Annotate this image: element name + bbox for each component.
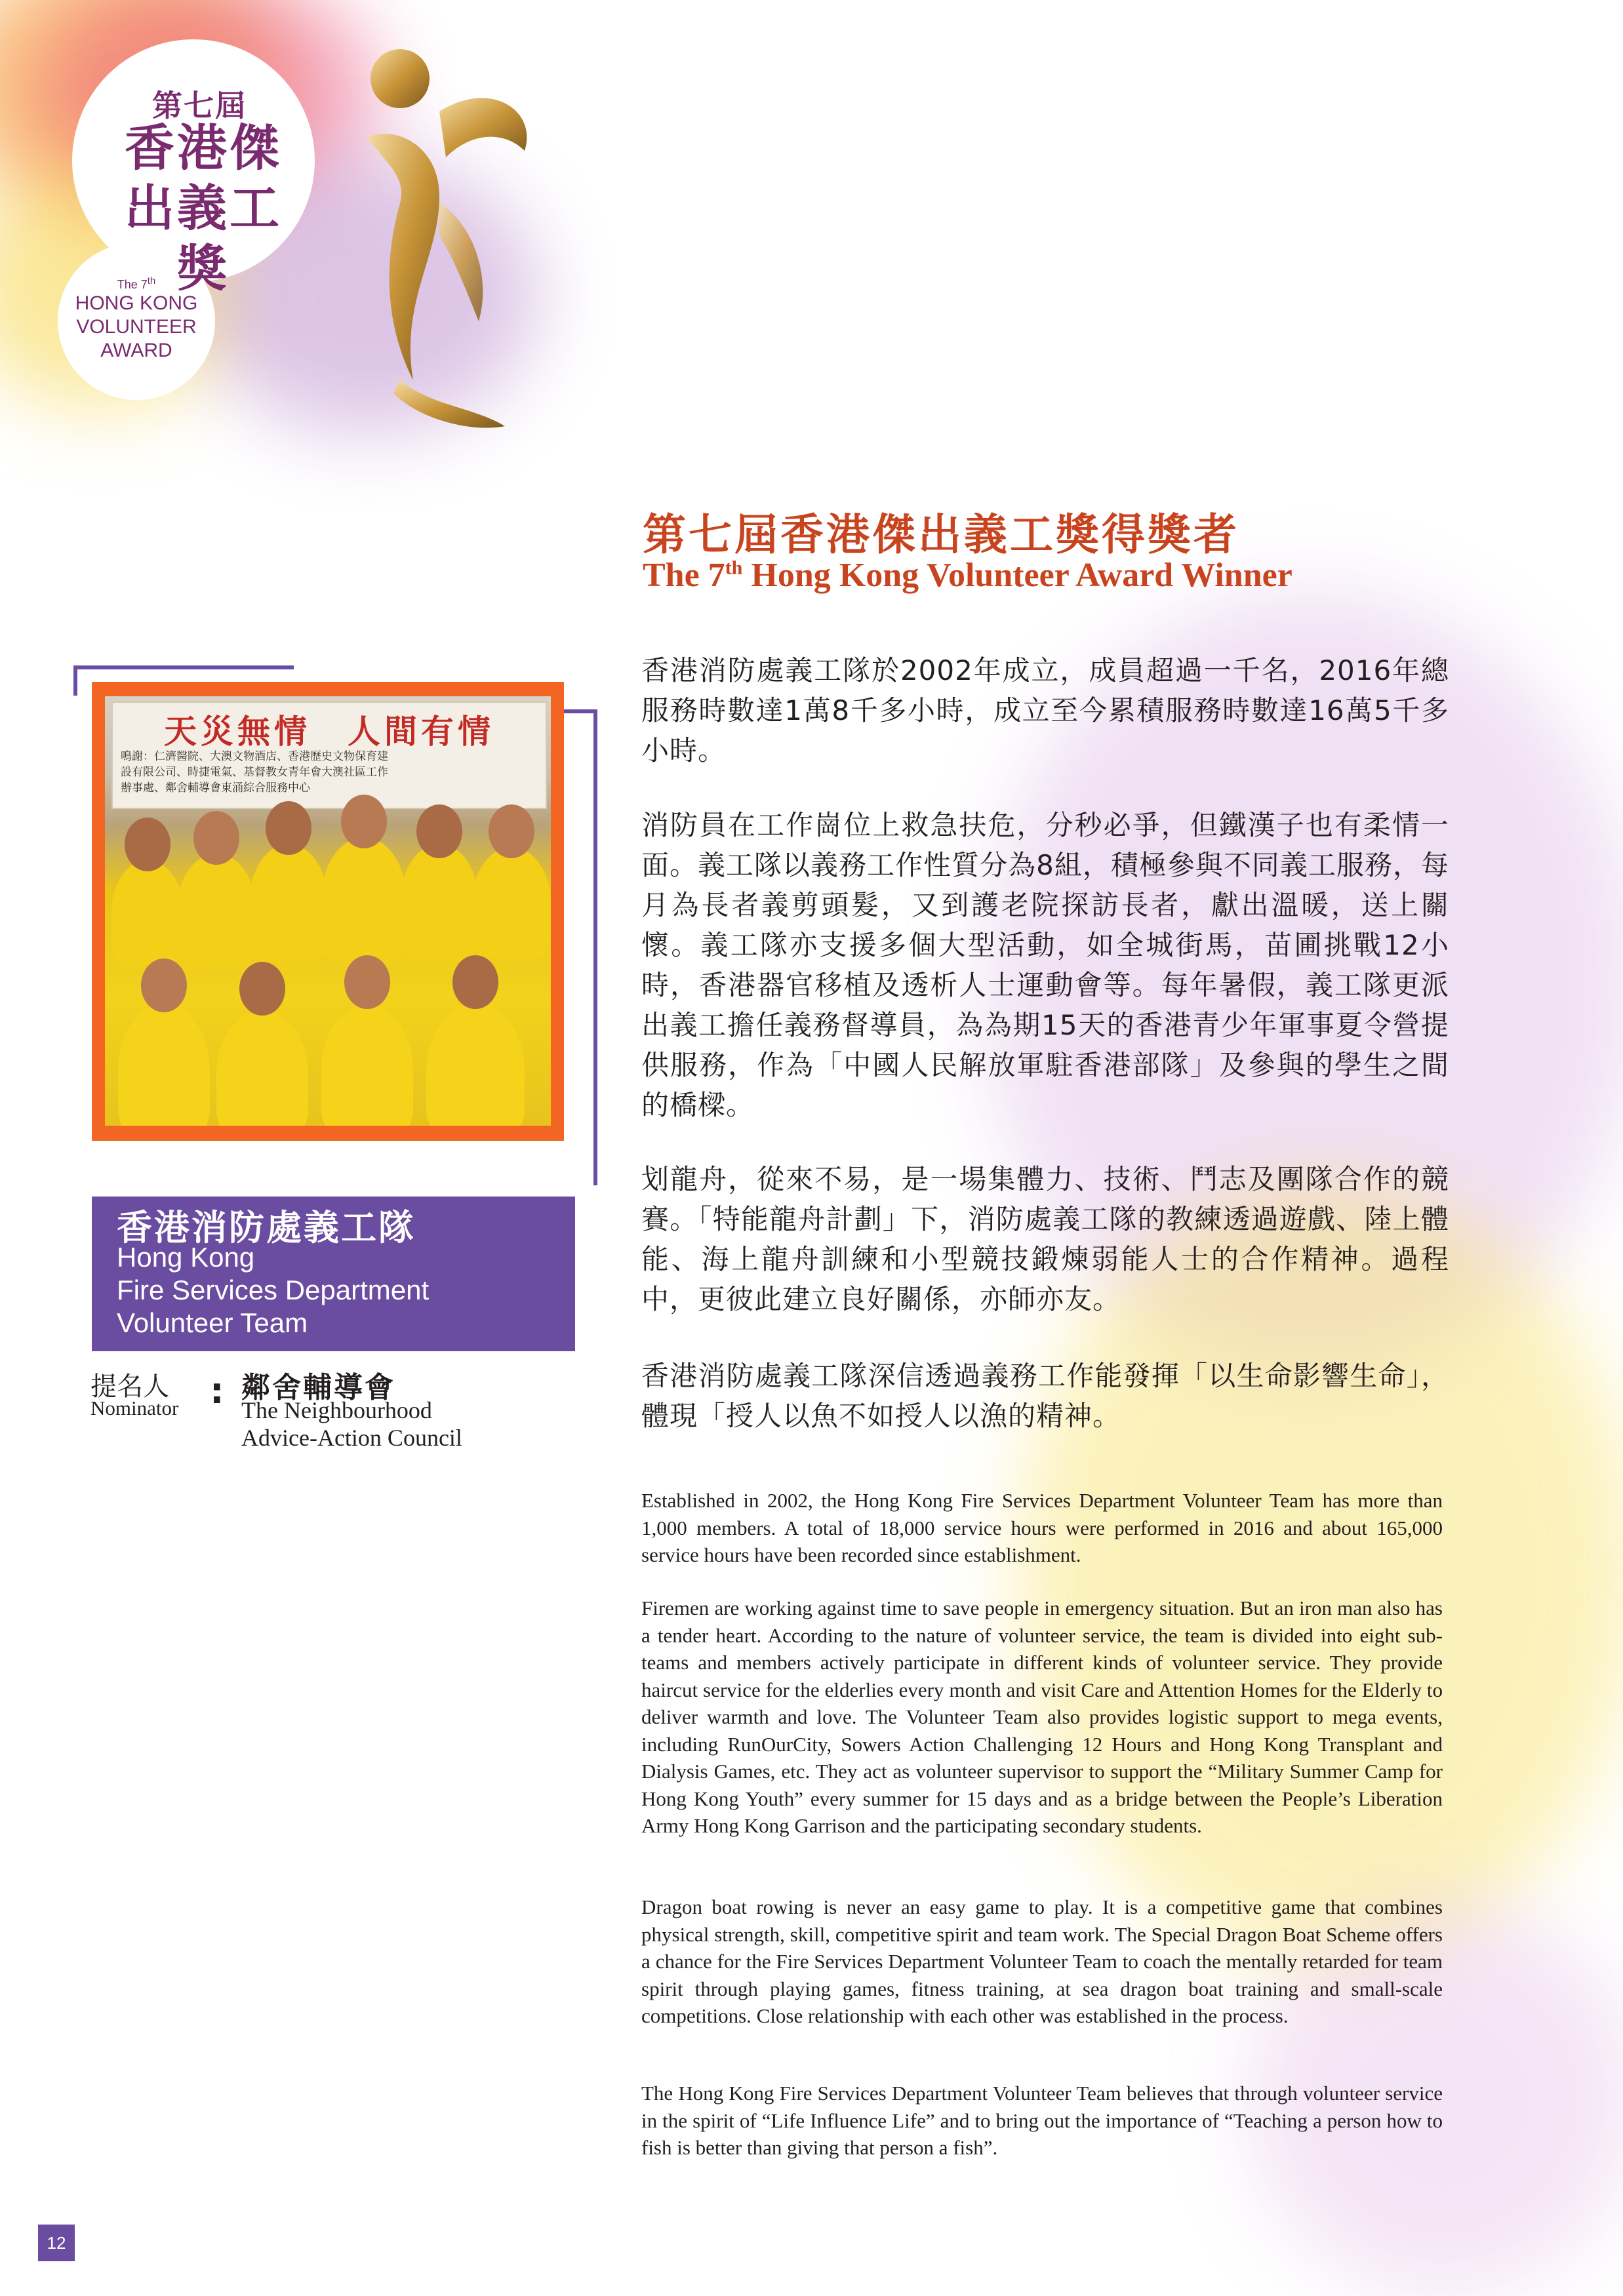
team-member-head [125, 818, 170, 871]
nominator-colon: : [210, 1370, 224, 1412]
body-cn-paragraph-2: 消防員在工作崗位上救急扶危，分秒必爭，但鐵漢子也有柔情一面。義工隊以義務工作性質分為8組，積極參與不同義工服務，每月為長者義剪頭髮，又到護老院探訪長者，獻出溫暖，送上關懷。義工隊亦支援多個大型活動，如全城街馬，苗圃挑戰12小時，香港器官移植及透析人士運動會等。每年暑假，義工隊更派出義工擔任義務督導員，為為期15天的香港青少年軍事夏令營提供服務，作為「中國人民解放軍駐香港部隊」及參與的學生之間的橋樑。 [641, 809, 1449, 1121]
team-member-head [416, 804, 462, 858]
body-cn-paragraph-3: 划龍舟，從來不易，是一場集體力、技術、鬥志及團隊合作的競賽。「特能龍舟計劃」下，消防處義工隊的教練透過遊戲、陸上體能、海上龍舟訓練和小型競技鍛煉弱能人士的合作精神。過程中，更彼此建立良好關係，亦師亦友。 [641, 1163, 1449, 1315]
body-cn-paragraph-4: 香港消防處義工隊深信透過義務工作能發揮「以生命影響生命」，體現「授人以魚不如授人以漁的精神。 [641, 1360, 1449, 1432]
page-number: 12 [38, 2225, 75, 2261]
team-member [118, 1004, 210, 1126]
team-member-head [193, 811, 239, 865]
awardee-name-en: Hong Kong Fire Services Department Volunteer Team [117, 1242, 430, 1338]
logo-title-en: The 7th HONG KONG VOLUNTEER AWARD [75, 275, 198, 361]
team-member [216, 1011, 308, 1126]
body-en-paragraph-2: Firemen are working against time to save people in emergency situation. But an iron man also has a tender heart. According to the nature of volunteer service, the team is divided into eight sub-teams and members actively participate in different kinds of volunteer service. They provide haircut service for the elderlies every month and visit Care and Attention Homes for the Elderly to deliver warmth and love. The Volunteer Team also provides logistic support to mega events, including RunOurCity, Sowers Action Challenging 12 Hours and Hong Kong Transplant and Dialysis Games, etc. They act as volunteer supervisor to support the “Military Summer Camp for Hong Kong Youth” every summer for 15 days and as a bridge between the People’s Liberation Army Hong Kong Garrison and the participating secondary students. [641, 1596, 1443, 1837]
body-en-paragraph-1: Established in 2002, the Hong Kong Fire Services Department Volunteer Team has more than 1,000 members. A total of 18,000 service hours were performed in 2016 and about 165,000 service hours have been recorded since establishment. [641, 1489, 1443, 1566]
nominator-org-cn: 鄰舍輔導會 [241, 1371, 395, 1404]
team-member [249, 844, 328, 962]
team-member [177, 854, 256, 965]
team-photo [105, 696, 551, 1126]
page-title-en: The 7th Hong Kong Volunteer Award Winner [643, 557, 1292, 594]
body-en-paragraph-3: Dragon boat rowing is never an easy game to play. It is a competitive game that combines physical strength, skill, competitive spirit and team work. The Special Dragon Boat Scheme offers a chance for the Fire Services Department Volunteer Team to coach the mentally retarded for team spirit through playing games, fitness training, at sea dragon boat training and small-scale competitions. Close relationship with each other was established in the process. [641, 1895, 1443, 2027]
photo-banner-text: 天災無情 人間有情 [164, 712, 494, 751]
team-member-head [239, 962, 285, 1016]
team-member [321, 1004, 413, 1126]
team-member-head [489, 804, 534, 858]
team-member [400, 844, 479, 962]
team-member-head [344, 955, 390, 1009]
body-cn-paragraph-1: 香港消防處義工隊於2002年成立，成員超過一千名，2016年總服務時數達1萬8千多小時，成立至今累積服務時數達16萬5千多小時。 [641, 654, 1449, 766]
nominator-label-cn: 提名人 [90, 1372, 169, 1402]
awardee-name-cn: 香港消防處義工隊 [117, 1207, 416, 1248]
page-title-cn: 第七屆香港傑出義工獎得獎者 [643, 509, 1239, 560]
team-member [472, 847, 551, 959]
nominator-org-en: The Neighbourhood Advice-Action Council [241, 1397, 462, 1451]
team-member-head [452, 955, 498, 1009]
team-member-head [341, 795, 387, 848]
team-member [321, 837, 407, 962]
team-member [426, 1004, 525, 1126]
logo-edition-cn: 第七屆 [152, 88, 247, 123]
body-en-paragraph-4: The Hong Kong Fire Services Department Volunteer Team believes that through volunteer service in the spirit of “Life Influence Life” and to bring out the importance of “Teaching a person how to fish is better than giving that person a fish”. [641, 2082, 1443, 2159]
logo-title-cn: 香港傑出義工獎 [125, 119, 282, 298]
team-member-head [141, 959, 187, 1012]
team-member-head [266, 801, 311, 855]
nominator-label-en: Nominator [90, 1396, 179, 1419]
team-member [111, 860, 184, 965]
photo-banner-thanks: 鳴謝：仁濟醫院、大澳文物酒店、香港歷史文物保育建設有限公司、時捷電氣、基督教女青年會大澳社區工作辦事處、鄰舍輔導會東涌綜合服務中心 [121, 750, 388, 795]
trophy-icon [341, 39, 551, 446]
